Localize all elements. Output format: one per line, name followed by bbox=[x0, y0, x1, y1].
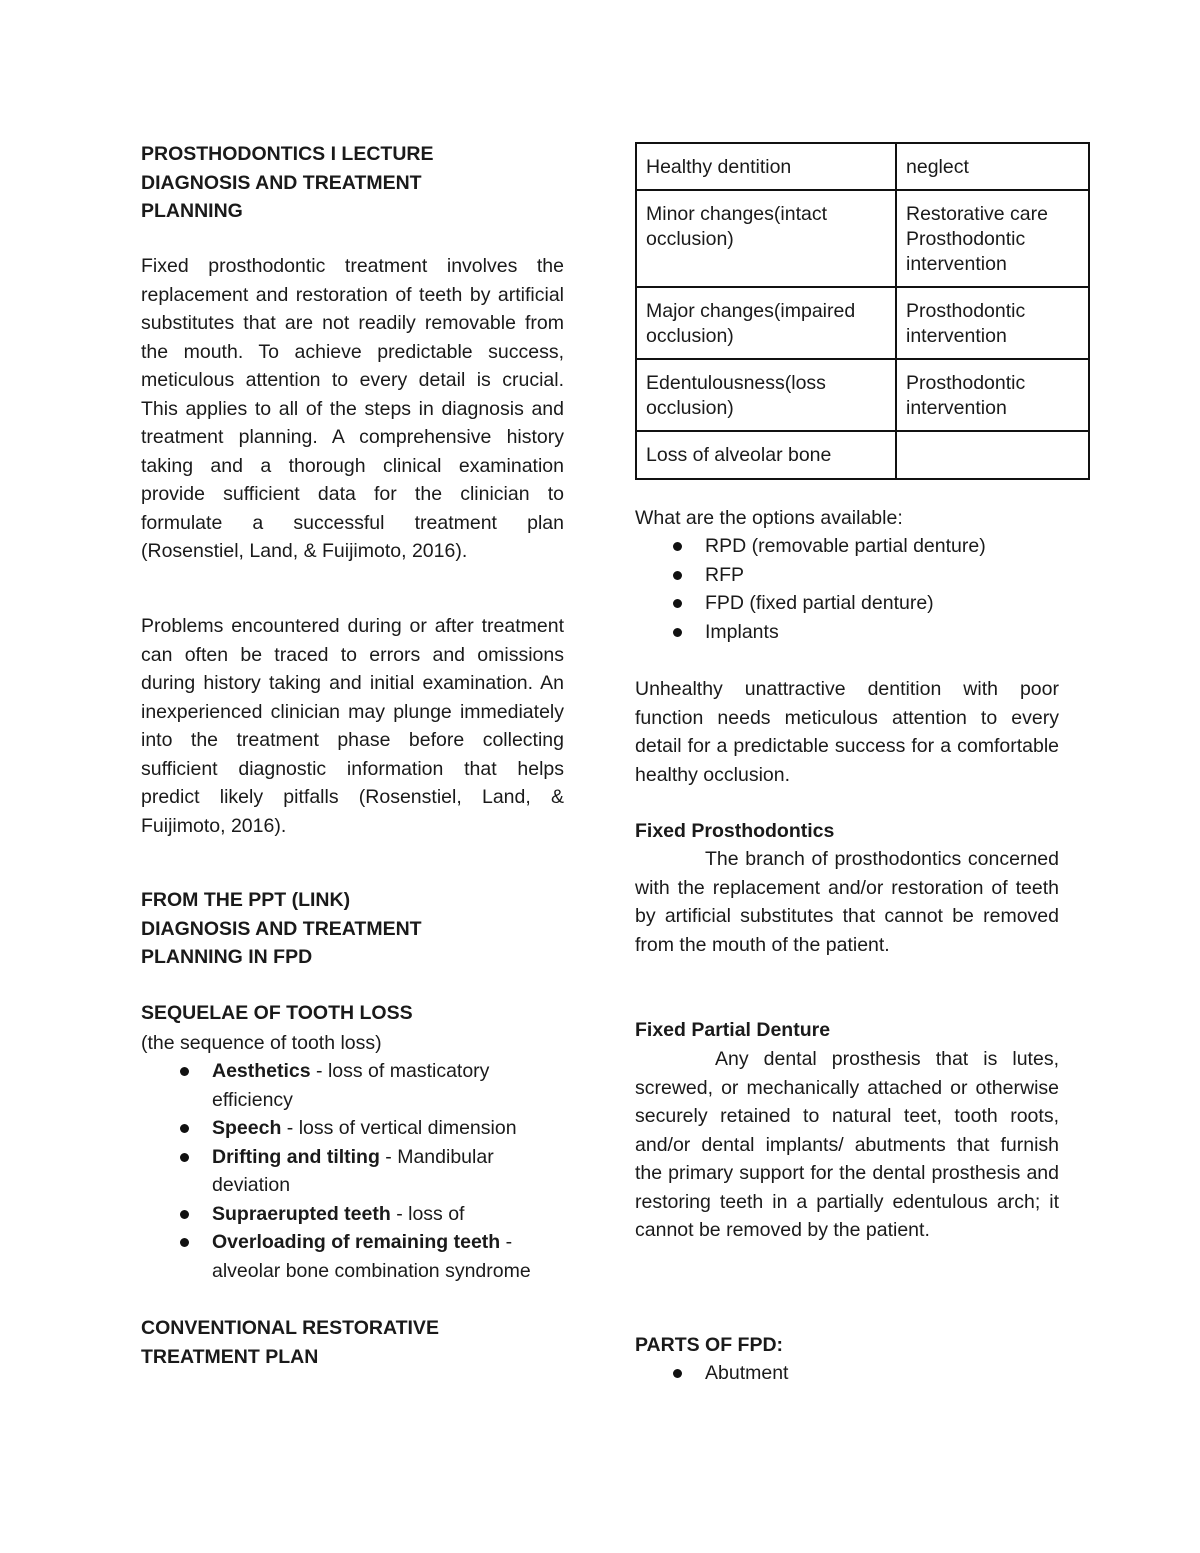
table-cell: neglect bbox=[896, 143, 1089, 190]
table-cell: Loss of alveolar bone bbox=[636, 431, 896, 479]
parts-heading: PARTS OF FPD: bbox=[635, 1334, 784, 1356]
unhealthy-paragraph: Unhealthy unattractive dentition with poor function needs meticulous attention to every detail for a predictable success for a comfortable healthy occlusion. bbox=[635, 678, 1059, 786]
list-item bbox=[212, 1114, 567, 1143]
title-line: PLANNING bbox=[141, 200, 243, 222]
list-item bbox=[705, 589, 1059, 618]
sequelae-desc: - loss of bbox=[390, 1202, 465, 1225]
table-cell: Prosthodontic intervention bbox=[896, 359, 1089, 431]
sequelae-desc: - loss of masticatory efficiency bbox=[212, 1060, 490, 1111]
bullet-icon bbox=[180, 1210, 189, 1219]
list-item bbox=[212, 1228, 567, 1285]
list-item bbox=[212, 1200, 567, 1229]
table-cell: Healthy dentition bbox=[636, 143, 896, 190]
options-list bbox=[705, 532, 1059, 646]
table-cell: Restorative care Prosthodontic intervention bbox=[896, 190, 1089, 287]
sequelae-desc: - loss of vertical dimension bbox=[281, 1117, 517, 1139]
bullet-icon bbox=[673, 628, 682, 637]
conventional-heading bbox=[141, 1314, 564, 1371]
table-cell: Edentulousness(loss occlusion) bbox=[636, 359, 896, 431]
ppt-heading-line: FROM THE PPT (LINK) bbox=[141, 889, 351, 911]
ppt-heading-line: DIAGNOSIS AND TREATMENT bbox=[141, 917, 422, 940]
table-row bbox=[636, 143, 1089, 190]
sequelae-subtitle: (the sequence of tooth loss) bbox=[141, 1032, 382, 1054]
options-intro: What are the options available: bbox=[635, 507, 903, 529]
table-cell: Prosthodontic intervention bbox=[896, 287, 1089, 359]
fpd-text: Any dental prosthesis that is lutes, screwed, or mechanically attached or otherwise securely retained to natural teet, tooth roots, and/or dental implants/ abutments that furnish the primary support for the dental prosthesis and restoring teeth in a partially edentulous arch; it cannot be removed by the patient. bbox=[635, 1048, 1059, 1241]
list-item bbox=[705, 561, 1059, 590]
fixed-prosthodontics-heading: Fixed Prosthodontics bbox=[635, 820, 835, 842]
table-row bbox=[636, 287, 1089, 359]
list-item bbox=[705, 1359, 1059, 1388]
bullet-icon bbox=[180, 1067, 189, 1076]
option-label: FPD (fixed partial denture) bbox=[705, 592, 934, 614]
ppt-heading-line: PLANNING IN FPD bbox=[141, 946, 313, 968]
title-line: DIAGNOSIS AND TREATMENT bbox=[141, 171, 422, 194]
sequelae-term: Supraerupted teeth bbox=[212, 1202, 391, 1225]
conventional-heading-line: CONVENTIONAL RESTORATIVE bbox=[141, 1317, 439, 1339]
title-line: PROSTHODONTICS I LECTURE bbox=[141, 143, 434, 165]
list-item bbox=[705, 532, 1059, 561]
intro-paragraph: Fixed prosthodontic treatment involves the replacement and restoration of teeth by artificial substitutes that are not readily removable from the mouth. To achieve predictable success, meticulous attention to every detail is crucial. This applies to all of the steps in diagnosis and treatment planning. A comprehensive history taking and a thorough clinical examination provide sufficient data for the clinician to formulate a successful treatment plan (Rosenstiel, Land, & Fuijimoto, 2016). bbox=[141, 255, 564, 562]
option-label: Implants bbox=[705, 620, 779, 643]
table-row bbox=[636, 431, 1089, 479]
list-item bbox=[212, 1057, 567, 1114]
part-label: Abutment bbox=[705, 1362, 789, 1384]
bullet-icon bbox=[673, 542, 682, 551]
sequelae-term: Aesthetics bbox=[212, 1060, 311, 1082]
option-label: RFP bbox=[705, 563, 744, 586]
sequelae-term: Drifting and tilting bbox=[212, 1145, 380, 1168]
list-item bbox=[705, 618, 1059, 647]
bullet-icon bbox=[673, 1369, 682, 1378]
ppt-heading bbox=[141, 886, 564, 972]
table-cell: Minor changes(intact occlusion) bbox=[636, 190, 896, 287]
parts-list bbox=[705, 1359, 1059, 1388]
option-label: RPD (removable partial denture) bbox=[705, 535, 986, 557]
bullet-icon bbox=[180, 1124, 189, 1133]
bullet-icon bbox=[673, 571, 682, 580]
sequelae-term: Overloading of remaining teeth bbox=[212, 1231, 501, 1253]
fpd-heading: Fixed Partial Denture bbox=[635, 1019, 831, 1041]
conventional-heading-line: TREATMENT PLAN bbox=[141, 1345, 319, 1368]
table-row bbox=[636, 190, 1089, 287]
lecture-title bbox=[141, 140, 564, 226]
bullet-icon bbox=[180, 1153, 189, 1162]
sequelae-desc: - Mandibular deviation bbox=[212, 1145, 494, 1196]
table-row bbox=[636, 359, 1089, 431]
fixed-prosthodontics-text: The branch of prosthodontics concerned with the replacement and/or restoration of teeth by artificial substitutes that cannot be removed from the mouth of the patient. bbox=[635, 848, 1059, 956]
sequelae-term: Speech bbox=[212, 1117, 282, 1139]
sequelae-heading: SEQUELAE OF TOOTH LOSS bbox=[141, 1002, 413, 1024]
table-cell bbox=[896, 431, 1089, 479]
bullet-icon bbox=[673, 599, 682, 608]
bullet-icon bbox=[180, 1238, 189, 1247]
table-cell: Major changes(impaired occlusion) bbox=[636, 287, 896, 359]
sequelae-desc: - alveolar bone combination syndrome bbox=[212, 1231, 531, 1282]
problems-paragraph: Problems encountered during or after treatment can often be traced to errors and omissions during history taking and initial examination. An inexperienced clinician may plunge immediately into the treatment phase before collecting sufficient diagnostic information that helps predict likely pitfalls (Rosenstiel, Land, & Fuijimoto, 2016). bbox=[141, 615, 564, 837]
sequelae-list bbox=[212, 1057, 567, 1285]
treatment-table bbox=[635, 142, 1090, 480]
list-item bbox=[212, 1143, 567, 1200]
